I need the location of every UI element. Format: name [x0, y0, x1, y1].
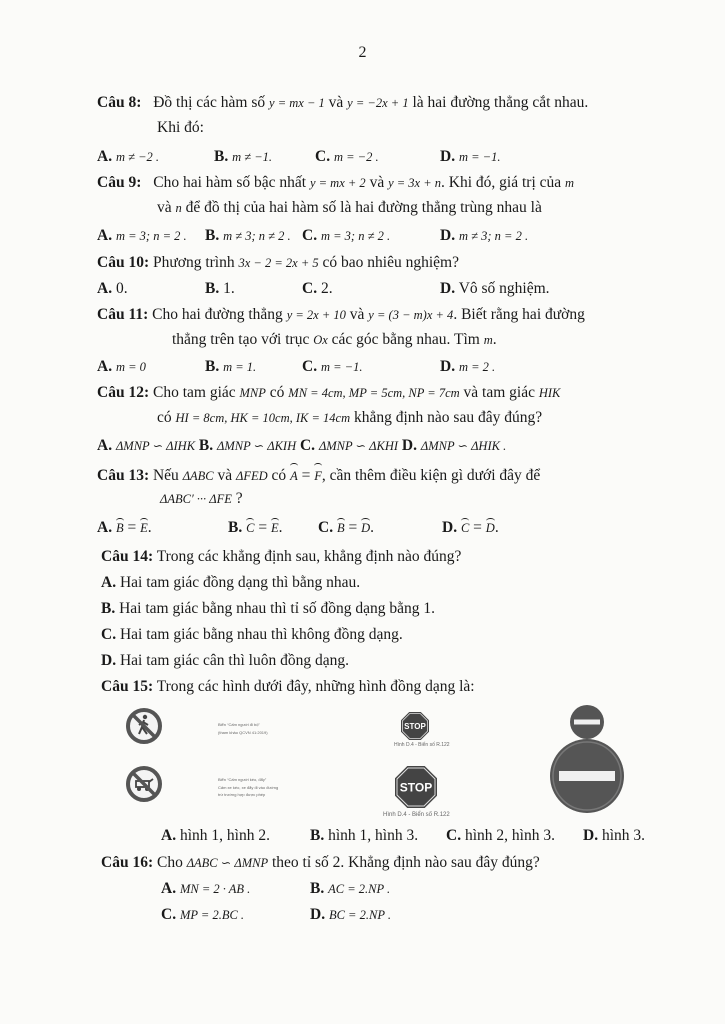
q15-option-c[interactable]: C. hình 2, hình 3. — [446, 827, 555, 844]
q11-label: Câu 11: — [97, 306, 149, 323]
q16-option-d[interactable]: D. BC = 2.NP . — [310, 906, 391, 923]
q13-option-d[interactable]: D. C = D. — [442, 519, 499, 536]
q9-formula-1: y = mx + 2 — [309, 176, 366, 190]
q9-var-n: n — [175, 201, 182, 215]
q15-option-d[interactable]: D. hình 3. — [583, 827, 646, 844]
question-12 — [97, 383, 560, 403]
q11-formula-1: y = 2x + 10 — [286, 308, 346, 322]
q9-text-a: Cho hai hàm số bậc nhất — [153, 174, 307, 191]
q9-option-c[interactable]: C. m = 3; n ≠ 2 . — [302, 227, 391, 244]
q12-text-e: khẳng định nào sau đây đúng? — [353, 409, 543, 426]
q11-option-d[interactable]: D. m = 2 . — [440, 358, 496, 375]
q10-label: Câu 10: — [97, 254, 150, 271]
q16-text-a: Cho — [156, 854, 183, 871]
q16-formula: ΔABC ∽ ΔMNP — [186, 856, 269, 870]
q13-text-d: , cần thêm điều kiện gì dưới đây để — [321, 467, 541, 484]
q12-formula-2: HI = 8cm, HK = 10cm, IK = 14cm — [175, 411, 351, 425]
q16-option-b[interactable]: B. AC = 2.NP . — [310, 880, 391, 897]
q11-var-m: m — [483, 333, 493, 347]
q10-text-b: có bao nhiêu nghiệm? — [322, 254, 459, 271]
q9-option-b[interactable]: B. m ≠ 3; n ≠ 2 . — [205, 227, 291, 244]
q12-text-c: và tam giác — [463, 384, 535, 401]
question-13 — [97, 466, 540, 486]
q13-line-2 — [160, 489, 243, 509]
q11-option-a[interactable]: A. m = 0 — [97, 358, 146, 375]
q8-text-a: Đồ thị các hàm số — [153, 94, 266, 111]
q11-var-ox: Ox — [313, 333, 328, 347]
stop-sign-large-icon — [395, 766, 437, 808]
q11-line-2: thẳng trên tạo với trục Ox các góc bằng nhau. Tìm m. — [172, 331, 497, 348]
q12-var-mnp: MNP — [239, 386, 266, 400]
q11-text-e: các góc bằng nhau. Tìm — [331, 331, 480, 348]
q13-text-b: và — [217, 467, 233, 484]
q13-text-a: Nếu — [152, 467, 179, 484]
q13-var-fed: ΔFED — [236, 469, 268, 483]
q13-angle-a: A — [290, 466, 298, 486]
q14-option-c[interactable]: C. Hai tam giác bằng nhau thì không đồng dạng. — [101, 626, 403, 643]
q16-text-b: theo tỉ số 2. Khẳng định nào sau đây đúng? — [271, 854, 540, 871]
q9-text-b: và — [369, 174, 385, 191]
q9-option-d[interactable]: D. m ≠ 3; n = 2 . — [440, 227, 529, 244]
q8-label: Câu 8: — [97, 94, 142, 111]
q13-formula-2: ΔABC′ ··· ΔFE — [160, 492, 232, 506]
q14-label: Câu 14: — [101, 548, 154, 565]
q8-option-d[interactable]: D. m = −1. — [440, 148, 501, 165]
q8-option-a[interactable]: A. m ≠ −2 . — [97, 148, 160, 165]
q13-option-c[interactable]: C. B = D. — [318, 519, 374, 536]
q15-label: Câu 15: — [101, 678, 154, 695]
no-entry-sign-small-icon — [569, 704, 605, 740]
question-11 — [97, 305, 585, 325]
q8-text-b: và — [328, 94, 344, 111]
q14-option-a[interactable]: A. Hai tam giác đồng dạng thì bằng nhau. — [101, 574, 361, 591]
q9-line-2 — [157, 198, 542, 218]
page-number: 2 — [358, 44, 367, 61]
q10-option-c[interactable]: C. 2. — [302, 280, 333, 297]
q13-text-c: có — [271, 467, 287, 484]
sign-note-1b: (tham khảo QCVN 41:2019) — [218, 730, 268, 735]
stop-large-label: STOP — [399, 780, 433, 795]
q8-option-b[interactable]: B. m ≠ −1. — [214, 148, 273, 165]
q13-angle-f: F — [314, 466, 322, 486]
question-15 — [101, 677, 475, 697]
q12-text-a: Cho tam giác — [152, 384, 236, 401]
stop-small-label: STOP — [404, 722, 426, 731]
question-9 — [97, 173, 574, 193]
q14-option-b[interactable]: B. Hai tam giác bằng nhau thì tỉ số đồng dạng bằng 1. — [101, 600, 436, 617]
q13-var-abc: ΔABC — [182, 469, 214, 483]
q12-options — [97, 437, 506, 455]
q10-text-a: Phương trình — [152, 254, 235, 271]
q9-formula-2: y = 3x + n — [388, 176, 442, 190]
q11-text-d: thẳng trên tạo với trục — [172, 331, 310, 348]
q15-option-b[interactable]: B. hình 1, hình 3. — [310, 827, 419, 844]
q12-label: Câu 12: — [97, 384, 150, 401]
q11-text-a: Cho hai đường thẳng — [152, 306, 283, 323]
q8-formula-1: y = mx − 1 — [269, 96, 325, 110]
q12-text-b: có — [269, 384, 285, 401]
q9-option-a[interactable]: A. m = 3; n = 2 . — [97, 227, 187, 244]
stop-large-caption: Hình D.4 - Biển số R.122 — [383, 812, 450, 818]
q9-label: Câu 9: — [97, 174, 142, 191]
no-entry-sign-large-icon — [549, 738, 625, 814]
question-16 — [101, 853, 540, 873]
q12-option-c[interactable]: C. ΔMNP ∽ ΔKHI — [299, 437, 399, 454]
q13-text-e: ? — [235, 490, 243, 507]
q16-option-a[interactable]: A. MN = 2 · AB . — [161, 880, 251, 897]
q11-option-b[interactable]: B. m = 1. — [205, 358, 257, 375]
question-10 — [97, 253, 459, 273]
q14-text: Trong các khẳng định sau, khẳng định nào đúng? — [156, 548, 462, 565]
q13-label: Câu 13: — [97, 467, 150, 484]
q11-option-c[interactable]: C. m = −1. — [302, 358, 363, 375]
q10-formula: 3x − 2 = 2x + 5 — [238, 256, 319, 270]
q9-var-m: m — [565, 176, 575, 190]
q9-text-d: và — [157, 199, 172, 216]
question-14 — [101, 547, 461, 567]
q13-option-a[interactable]: A. B = E. — [97, 519, 152, 536]
q10-option-d[interactable]: D. Vô số nghiệm. — [440, 280, 550, 297]
no-handcart-sign-icon — [126, 766, 162, 802]
q11-text-c: . Biết rằng hai đường — [453, 306, 585, 323]
q10-option-a[interactable]: A. 0. — [97, 280, 128, 297]
q12-line-2 — [157, 408, 542, 428]
stop-sign-small-icon — [401, 712, 429, 740]
q8-text-c: là hai đường thẳng cắt nhau. — [412, 94, 589, 111]
q8-text-d: Khi đó: — [157, 119, 204, 136]
q9-text-c: . Khi đó, giá trị của — [441, 174, 562, 191]
q9-text-e: để đồ thị của hai hàm số là hai đường thẳng trùng nhau là — [185, 199, 542, 216]
q12-option-a[interactable]: A. ΔMNP ∽ ΔIHK — [97, 437, 196, 454]
sign-note-2b: Cấm xe kéo, xe đẩy đi vào đường — [218, 785, 279, 790]
q15-text: Trong các hình dưới đây, những hình đồng dạng là: — [156, 678, 475, 695]
q13-eq: = — [301, 467, 311, 484]
q12-formula-1: MN = 4cm, MP = 5cm, NP = 7cm — [288, 386, 460, 400]
q8-option-c[interactable]: C. m = −2 . — [315, 148, 379, 165]
sign-note-1a: Biển “Cấm người đi bộ” — [218, 722, 260, 727]
q12-text-d: có — [157, 409, 172, 426]
q11-text-b: và — [349, 306, 365, 323]
question-8 — [97, 93, 588, 113]
q8-formula-2: y = −2x + 1 — [347, 96, 409, 110]
sign-note-2c: trừ trường hợp được phép — [218, 792, 266, 797]
q13-option-b[interactable]: B. C = E. — [228, 519, 283, 536]
q11-formula-2: y = (3 − m)x + 4 — [368, 308, 454, 322]
q15-option-a[interactable]: A. hình 1, hình 2. — [161, 827, 270, 844]
q14-option-d[interactable]: D. Hai tam giác cân thì luôn đồng dạng. — [101, 652, 349, 669]
no-pedestrian-sign-icon — [126, 708, 162, 744]
q16-option-c[interactable]: C. MP = 2.BC . — [161, 906, 245, 923]
q10-option-b[interactable]: B. 1. — [205, 280, 235, 297]
q12-option-d[interactable]: D. ΔMNP ∽ ΔHIK . — [401, 437, 507, 454]
q16-label: Câu 16: — [101, 854, 154, 871]
q12-var-hik: HIK — [538, 386, 561, 400]
stop-small-caption: Hình D.4 - Biển số R.122 — [394, 742, 450, 748]
sign-note-2a: Biển “Cấm người kéo, đẩy” — [218, 777, 267, 782]
q12-option-b[interactable]: B. ΔMNP ∽ ΔKIH — [198, 437, 297, 454]
